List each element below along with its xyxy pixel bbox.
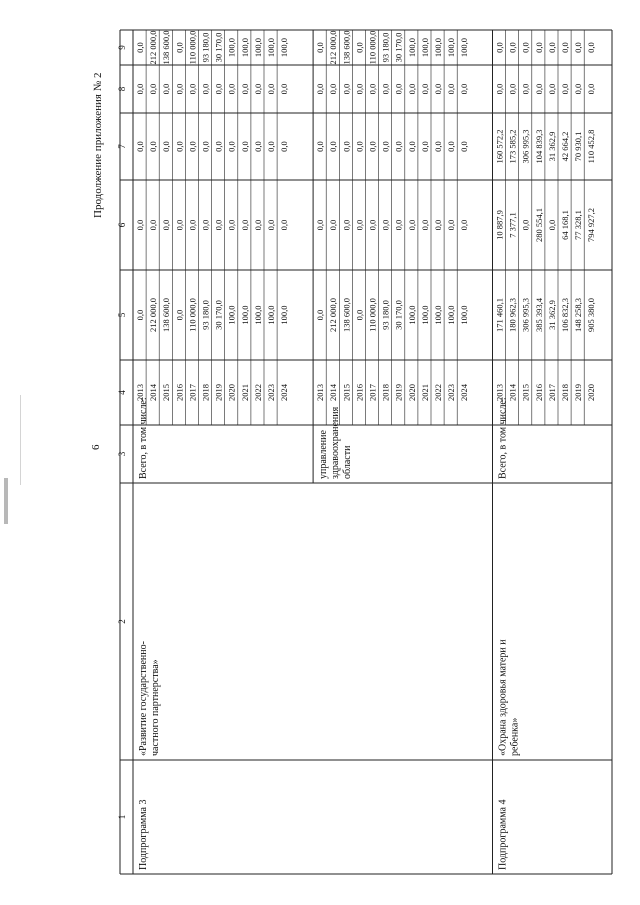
value-cell: 0,0 bbox=[239, 141, 250, 152]
value-cell: 0,0 bbox=[507, 42, 518, 53]
group-label: Всего, в том числе: bbox=[138, 397, 149, 479]
subprogram-name: «Охрана здоровья матери и bbox=[497, 639, 509, 756]
year-cell: 2018 bbox=[200, 384, 211, 401]
value-cell: 100,0 bbox=[446, 305, 457, 325]
value-cell: 0,0 bbox=[213, 141, 224, 152]
value-cell: 0,0 bbox=[266, 219, 276, 231]
value-cell: 0,0 bbox=[380, 219, 391, 231]
value-cell: 0,0 bbox=[520, 83, 531, 95]
value-cell: 100,0 bbox=[266, 305, 276, 325]
value-cell: 30 170,0 bbox=[213, 300, 224, 330]
value-cell: 110 000,0 bbox=[367, 30, 378, 65]
value-cell: 0,0 bbox=[266, 83, 276, 95]
value-cell: 110 000,0 bbox=[367, 298, 378, 332]
value-cell: 0,0 bbox=[315, 42, 326, 53]
year-cell: 2018 bbox=[560, 384, 570, 401]
value-cell: 0,0 bbox=[446, 83, 457, 95]
value-cell: 0,0 bbox=[433, 219, 443, 231]
subprogram-code: Подпрограмма 3 bbox=[138, 799, 149, 870]
value-cell: 100,0 bbox=[406, 37, 417, 58]
value-cell: 0,0 bbox=[161, 141, 172, 152]
year-cell: 2017 bbox=[187, 384, 198, 401]
year-cell: 2021 bbox=[419, 384, 430, 401]
value-cell: 0,0 bbox=[200, 83, 211, 95]
value-cell: 0,0 bbox=[226, 219, 237, 231]
year-cell: 2022 bbox=[252, 384, 263, 401]
value-cell: 138 600,0 bbox=[161, 30, 172, 65]
value-cell: 0,0 bbox=[380, 83, 391, 95]
value-cell: 93 180,0 bbox=[380, 32, 391, 63]
subprogram-code: Подпрограмма 4 bbox=[497, 799, 509, 870]
value-cell: 0,0 bbox=[239, 83, 250, 95]
column-number: 7 bbox=[117, 144, 127, 149]
value-cell: 70 930,1 bbox=[573, 131, 584, 162]
value-cell: 0,0 bbox=[354, 141, 365, 152]
value-cell: 0,0 bbox=[546, 83, 557, 95]
year-cell: 2021 bbox=[239, 384, 250, 401]
value-cell: 7 377,1 bbox=[507, 212, 518, 238]
value-cell: 0,0 bbox=[148, 83, 159, 95]
page-number: 6 bbox=[90, 444, 102, 450]
value-cell: 0,0 bbox=[459, 83, 470, 95]
value-cell: 0,0 bbox=[586, 42, 597, 53]
year-cell: 2014 bbox=[148, 384, 159, 401]
value-cell: 0,0 bbox=[494, 42, 505, 53]
value-cell: 0,0 bbox=[367, 219, 378, 231]
group-label: области bbox=[342, 445, 354, 479]
value-cell: 0,0 bbox=[161, 83, 172, 95]
value-cell: 30 170,0 bbox=[213, 32, 224, 63]
value-cell: 0,0 bbox=[135, 309, 145, 321]
column-number: 9 bbox=[117, 45, 127, 50]
value-cell: 0,0 bbox=[200, 219, 211, 231]
value-cell: 100,0 bbox=[239, 37, 250, 58]
year-cell: 2017 bbox=[546, 384, 557, 401]
value-cell: 100,0 bbox=[419, 37, 430, 58]
year-cell: 2019 bbox=[393, 384, 404, 401]
value-cell: 0,0 bbox=[187, 141, 198, 152]
column-number: 8 bbox=[117, 86, 127, 92]
value-cell: 0,0 bbox=[433, 83, 443, 95]
value-cell: 0,0 bbox=[174, 42, 185, 53]
value-cell: 0,0 bbox=[433, 141, 443, 152]
value-cell: 0,0 bbox=[213, 219, 224, 231]
value-cell: 110 452,8 bbox=[586, 129, 597, 164]
value-cell: 0,0 bbox=[546, 42, 557, 53]
value-cell: 31 362,9 bbox=[546, 131, 557, 162]
group-label: управление bbox=[318, 430, 330, 479]
value-cell: 138 600,0 bbox=[341, 30, 352, 65]
value-cell: 100,0 bbox=[459, 37, 470, 58]
column-number: 5 bbox=[117, 312, 127, 318]
year-cell: 2015 bbox=[520, 384, 531, 401]
value-cell: 0,0 bbox=[341, 141, 352, 152]
value-cell: 0,0 bbox=[354, 219, 365, 231]
column-number: 4 bbox=[117, 390, 127, 395]
year-cell: 2019 bbox=[573, 384, 584, 401]
value-cell: 31 362,9 bbox=[546, 300, 557, 330]
value-cell: 0,0 bbox=[406, 83, 417, 95]
value-cell: 0,0 bbox=[533, 42, 544, 53]
value-cell: 0,0 bbox=[315, 141, 326, 152]
value-cell: 0,0 bbox=[252, 83, 263, 95]
value-cell: 0,0 bbox=[393, 83, 404, 95]
year-cell: 2020 bbox=[226, 384, 237, 401]
year-cell: 2024 bbox=[459, 384, 470, 401]
value-cell: 212 000,0 bbox=[148, 298, 159, 332]
value-cell: 794 927,2 bbox=[586, 208, 597, 242]
value-cell: 100,0 bbox=[433, 37, 443, 58]
value-cell: 0,0 bbox=[354, 42, 365, 53]
value-cell: 0,0 bbox=[419, 83, 430, 95]
value-cell: 0,0 bbox=[174, 141, 185, 152]
value-cell: 0,0 bbox=[354, 309, 365, 321]
year-cell: 2019 bbox=[213, 384, 224, 401]
value-cell: 0,0 bbox=[213, 83, 224, 95]
value-cell: 905 380,0 bbox=[586, 298, 597, 332]
value-cell: 77 328,1 bbox=[573, 210, 584, 240]
value-cell: 10 887,9 bbox=[494, 210, 505, 240]
value-cell: 0,0 bbox=[459, 141, 470, 152]
value-cell: 100,0 bbox=[252, 305, 263, 325]
value-cell: 306 995,3 bbox=[520, 129, 531, 164]
value-cell: 0,0 bbox=[406, 141, 417, 152]
value-cell: 0,0 bbox=[393, 141, 404, 152]
value-cell: 0,0 bbox=[419, 141, 430, 152]
year-cell: 2020 bbox=[406, 384, 417, 401]
group-label: Всего, в том числе: bbox=[497, 397, 509, 479]
value-cell: 100,0 bbox=[252, 37, 263, 58]
value-cell: 42 664,2 bbox=[560, 131, 570, 162]
value-cell: 0,0 bbox=[148, 219, 159, 231]
value-cell: 0,0 bbox=[161, 219, 172, 231]
value-cell: 0,0 bbox=[367, 141, 378, 152]
value-cell: 93 180,0 bbox=[200, 32, 211, 63]
year-cell: 2014 bbox=[507, 384, 518, 401]
value-cell: 0,0 bbox=[446, 219, 457, 231]
value-cell: 104 839,3 bbox=[533, 129, 544, 164]
value-cell: 138 600,0 bbox=[341, 298, 352, 332]
value-cell: 100,0 bbox=[433, 305, 443, 325]
value-cell: 64 168,1 bbox=[560, 210, 570, 240]
value-cell: 0,0 bbox=[507, 83, 518, 95]
value-cell: 0,0 bbox=[393, 219, 404, 231]
value-cell: 212 000,0 bbox=[148, 30, 159, 65]
value-cell: 0,0 bbox=[148, 141, 159, 152]
value-cell: 280 554,1 bbox=[533, 208, 544, 242]
subprogram-name: «Развитие государственно- bbox=[138, 641, 149, 756]
value-cell: 110 000,0 bbox=[187, 298, 198, 332]
value-cell: 0,0 bbox=[380, 141, 391, 152]
value-cell: 0,0 bbox=[494, 83, 505, 95]
column-number: 3 bbox=[117, 451, 127, 457]
value-cell: 0,0 bbox=[174, 309, 185, 321]
value-cell: 212 000,0 bbox=[328, 30, 339, 65]
value-cell: 0,0 bbox=[187, 83, 198, 95]
value-cell: 0,0 bbox=[200, 141, 211, 152]
value-cell: 0,0 bbox=[226, 83, 237, 95]
value-cell: 0,0 bbox=[252, 141, 263, 152]
year-cell: 2013 bbox=[135, 384, 145, 401]
year-cell: 2018 bbox=[380, 384, 391, 401]
year-cell: 2013 bbox=[315, 384, 326, 401]
year-cell: 2016 bbox=[533, 384, 544, 401]
year-cell: 2016 bbox=[354, 384, 365, 401]
value-cell: 93 180,0 bbox=[380, 300, 391, 330]
year-cell: 2023 bbox=[446, 384, 457, 401]
value-cell: 0,0 bbox=[573, 42, 584, 53]
year-cell: 2024 bbox=[279, 384, 290, 401]
value-cell: 106 832,3 bbox=[560, 298, 570, 332]
value-cell: 100,0 bbox=[226, 305, 237, 325]
value-cell: 0,0 bbox=[135, 141, 145, 152]
value-cell: 138 600,0 bbox=[161, 298, 172, 332]
year-cell: 2015 bbox=[161, 384, 172, 401]
column-number: 6 bbox=[117, 222, 127, 228]
year-cell: 2017 bbox=[367, 384, 378, 401]
value-cell: 0,0 bbox=[560, 42, 570, 53]
value-cell: 0,0 bbox=[367, 83, 378, 95]
value-cell: 100,0 bbox=[279, 305, 290, 325]
appendix-title: Продолжение приложения № 2 bbox=[92, 72, 104, 218]
value-cell: 0,0 bbox=[341, 83, 352, 95]
value-cell: 0,0 bbox=[187, 219, 198, 231]
value-cell: 30 170,0 bbox=[393, 32, 404, 63]
value-cell: 0,0 bbox=[328, 83, 339, 95]
value-cell: 0,0 bbox=[419, 219, 430, 231]
value-cell: 385 393,4 bbox=[533, 298, 544, 332]
year-cell: 2020 bbox=[586, 384, 597, 401]
value-cell: 0,0 bbox=[252, 219, 263, 231]
column-number: 1 bbox=[117, 814, 127, 820]
value-cell: 0,0 bbox=[573, 83, 584, 95]
value-cell: 0,0 bbox=[446, 141, 457, 152]
value-cell: 0,0 bbox=[279, 83, 290, 95]
value-cell: 0,0 bbox=[520, 219, 531, 231]
value-cell: 30 170,0 bbox=[393, 300, 404, 330]
value-cell: 0,0 bbox=[341, 219, 352, 231]
value-cell: 110 000,0 bbox=[187, 30, 198, 65]
value-cell: 0,0 bbox=[520, 42, 531, 53]
value-cell: 0,0 bbox=[533, 83, 544, 95]
value-cell: 306 995,3 bbox=[520, 298, 531, 332]
value-cell: 100,0 bbox=[419, 305, 430, 325]
value-cell: 0,0 bbox=[135, 219, 145, 231]
year-cell: 2014 bbox=[328, 384, 339, 401]
value-cell: 171 460,1 bbox=[494, 298, 505, 332]
value-cell: 100,0 bbox=[266, 37, 276, 58]
value-cell: 0,0 bbox=[328, 141, 339, 152]
value-cell: 0,0 bbox=[226, 141, 237, 152]
value-cell: 173 585,2 bbox=[507, 129, 518, 164]
value-cell: 93 180,0 bbox=[200, 300, 211, 330]
value-cell: 0,0 bbox=[266, 141, 276, 152]
value-cell: 0,0 bbox=[328, 219, 339, 231]
value-cell: 0,0 bbox=[174, 219, 185, 231]
value-cell: 0,0 bbox=[279, 219, 290, 231]
value-cell: 212 000,0 bbox=[328, 298, 339, 332]
value-cell: 0,0 bbox=[459, 219, 470, 231]
value-cell: 0,0 bbox=[239, 219, 250, 231]
value-cell: 0,0 bbox=[279, 141, 290, 152]
value-cell: 0,0 bbox=[135, 83, 145, 95]
value-cell: 100,0 bbox=[406, 305, 417, 325]
year-cell: 2013 bbox=[494, 384, 505, 401]
value-cell: 180 962,3 bbox=[507, 298, 518, 332]
value-cell: 0,0 bbox=[315, 219, 326, 231]
value-cell: 148 258,3 bbox=[573, 298, 584, 332]
year-cell: 2023 bbox=[266, 384, 276, 401]
year-cell: 2015 bbox=[341, 384, 352, 401]
value-cell: 0,0 bbox=[135, 42, 145, 53]
column-number: 2 bbox=[117, 619, 127, 624]
value-cell: 0,0 bbox=[546, 219, 557, 231]
year-cell: 2022 bbox=[433, 384, 443, 401]
value-cell: 0,0 bbox=[406, 219, 417, 231]
value-cell: 0,0 bbox=[560, 83, 570, 95]
subprogram-name: ребенка» bbox=[509, 717, 521, 756]
year-cell: 2016 bbox=[174, 384, 185, 401]
value-cell: 100,0 bbox=[459, 305, 470, 325]
value-cell: 0,0 bbox=[174, 83, 185, 95]
value-cell: 100,0 bbox=[446, 37, 457, 58]
subprogram-name: частного партнерства» bbox=[150, 659, 161, 756]
value-cell: 0,0 bbox=[315, 83, 326, 95]
value-cell: 100,0 bbox=[226, 37, 237, 58]
value-cell: 0,0 bbox=[586, 83, 597, 95]
value-cell: 100,0 bbox=[239, 305, 250, 325]
value-cell: 0,0 bbox=[315, 309, 326, 321]
group-label: здравоохранения bbox=[330, 406, 342, 479]
value-cell: 100,0 bbox=[279, 37, 290, 58]
value-cell: 160 572,2 bbox=[494, 129, 505, 164]
value-cell: 0,0 bbox=[354, 83, 365, 95]
